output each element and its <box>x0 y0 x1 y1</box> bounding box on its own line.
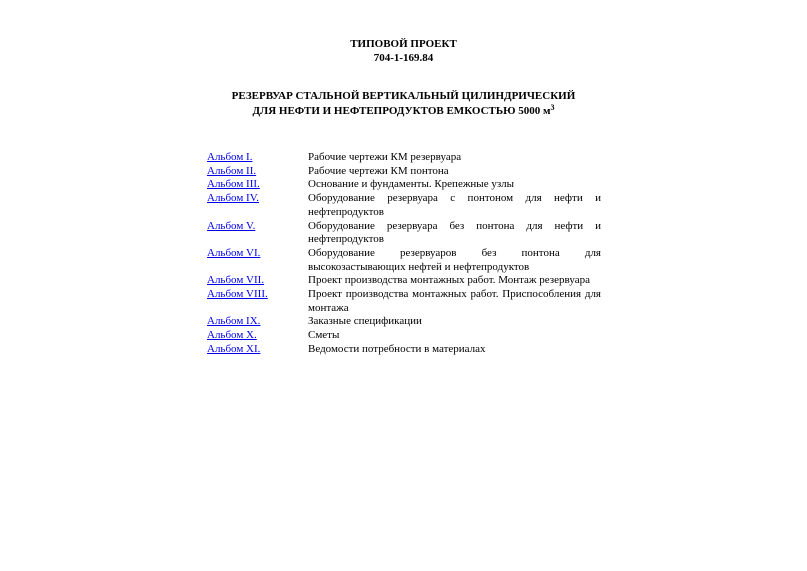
album-description: Сметы <box>308 329 340 342</box>
album-description: Рабочие чертежи КМ резервуара <box>308 151 462 163</box>
album-description: Ведомости потребности в материалах <box>308 342 486 355</box>
album-list <box>207 151 601 357</box>
album-link-6[interactable]: Альбом VI. <box>207 246 261 259</box>
album-description: Рабочие чертежи КМ понтона <box>308 164 449 177</box>
album-row <box>207 178 601 192</box>
album-link-3[interactable]: Альбом III. <box>207 178 260 191</box>
album-link-5[interactable]: Альбом V. <box>207 219 256 232</box>
document-title-line-2 <box>0 104 807 118</box>
album-row <box>207 343 601 357</box>
album-link-11[interactable]: Альбом XI. <box>207 342 261 355</box>
album-description: Заказные спецификации <box>308 315 422 328</box>
album-row <box>207 288 601 315</box>
album-link-8[interactable]: Альбом VIII. <box>207 288 268 301</box>
album-description: Оборудование резервуаров без понтона для высокозастывающих нефтей и нефтепродуктов <box>308 246 601 273</box>
album-description: Проект производства монтажных работ. Монтаж резервуара <box>308 274 590 287</box>
album-description: Оборудование резервуара с понтоном для нефти и нефтепродуктов <box>308 192 601 218</box>
project-number-heading: 704-1-169.84 <box>373 52 434 64</box>
project-type-heading: ТИПОВОЙ ПРОЕКТ <box>350 38 457 50</box>
album-row <box>207 274 601 288</box>
album-row <box>207 220 601 247</box>
album-link-4[interactable]: Альбом IV. <box>207 192 259 205</box>
album-row <box>207 329 601 343</box>
album-row <box>207 192 601 219</box>
album-description: Проект производства монтажных работ. Приспособления для монтажа <box>308 288 601 314</box>
album-description: Оборудование резервуара без понтона для нефти и нефтепродуктов <box>308 219 601 246</box>
album-description: Основание и фундаменты. Крепежные узлы <box>308 178 515 191</box>
album-row <box>207 151 601 165</box>
album-row <box>207 315 601 329</box>
album-link-10[interactable]: Альбом X. <box>207 329 257 342</box>
album-link-9[interactable]: Альбом IX. <box>207 315 261 328</box>
album-link-7[interactable]: Альбом VII. <box>207 274 265 287</box>
album-link-2[interactable]: Альбом II. <box>207 164 257 177</box>
document-title-line-1: РЕЗЕРВУАР СТАЛЬНОЙ ВЕРТИКАЛЬНЫЙ ЦИЛИНДРИЧЕСКИЙ <box>231 90 576 102</box>
cubic-unit-superscript: 3 <box>550 103 555 112</box>
album-link-1[interactable]: Альбом I. <box>207 151 253 163</box>
album-row <box>207 165 601 179</box>
document-title-line-2-text: ДЛЯ НЕФТИ И НЕФТЕПРОДУКТОВ ЕМКОСТЬЮ 5000 м <box>252 105 551 117</box>
album-row <box>207 247 601 274</box>
